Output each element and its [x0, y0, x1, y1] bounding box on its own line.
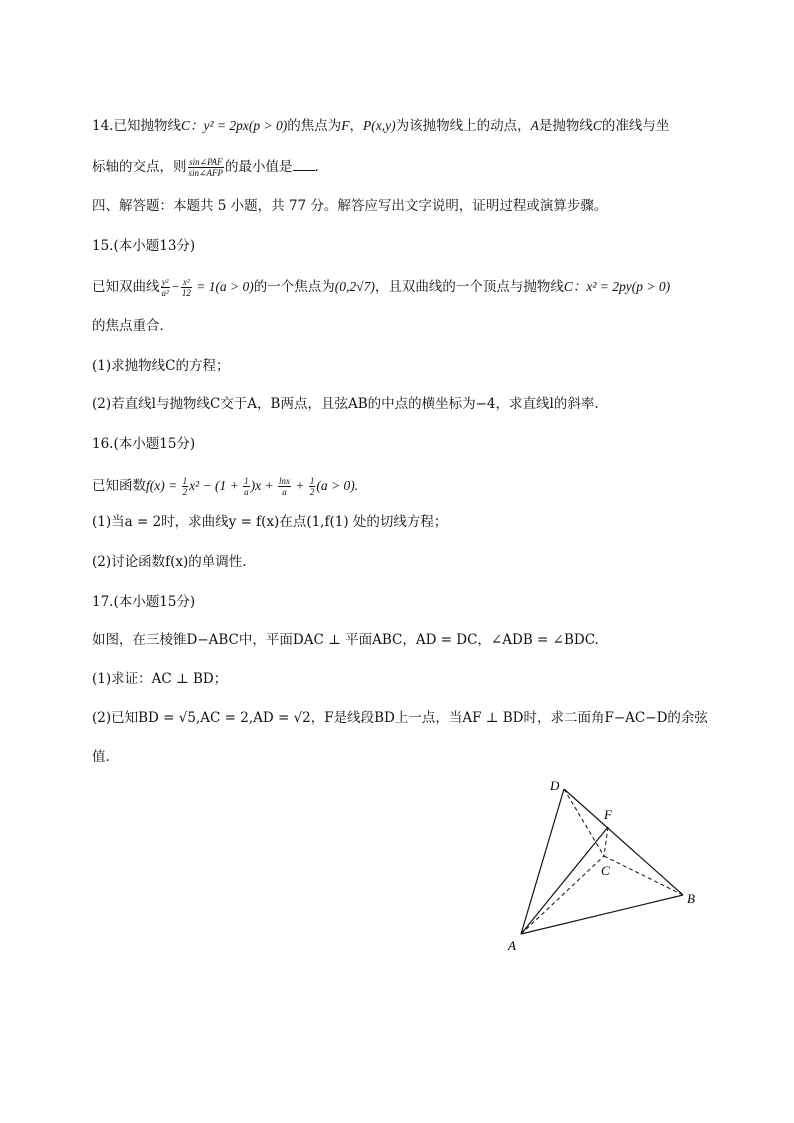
q16-frac-den: 2: [182, 487, 188, 497]
q14-var-C: C: [592, 118, 602, 133]
q17-line1: 如图，在三棱锥D−ABC中，平面DAC ⊥ 平面ABC，AD = DC，∠ADB = ∠BDC.: [92, 632, 599, 648]
q14-text: 为该抛物线上的动点，: [395, 118, 531, 134]
q16-frac-half-2: [309, 476, 316, 497]
q16-frac-ln: [278, 476, 291, 497]
edge-AB: [521, 895, 683, 934]
q16-frac-inv-a: [243, 476, 250, 497]
q15-frac-den: a²: [161, 288, 169, 298]
q15-part1: (1)求抛物线C的方程；: [92, 358, 230, 374]
section-heading: 四、解答题：本题共 5 小题，共 77 分。解答应写出文字说明，证明过程或演算步骤。: [92, 198, 608, 214]
q16-term: +: [291, 478, 308, 493]
q16-frac-half: [182, 476, 189, 497]
tetrahedron-figure: [500, 770, 710, 960]
q16-part2: (2)讨论函数f(x)的单调性.: [92, 554, 247, 570]
q16-frac-den: 2: [309, 487, 315, 497]
answer-blank: [293, 158, 315, 171]
label-F: F: [604, 807, 612, 822]
q14-var-A: A: [530, 118, 539, 133]
edge-DB: [564, 789, 683, 895]
q14-line1: [92, 117, 669, 135]
q15-part2: (2)若直线l与抛物线C交于A，B两点，且弦AB的中点的横坐标为−4，求直线l的斜率.: [92, 396, 599, 412]
q14-line2: [92, 157, 328, 178]
q16-part1: (1)当a = 2时，求曲线y = f(x)在点(1,f(1) 处的切线方程；: [92, 514, 448, 530]
q14-text: ．: [314, 159, 329, 175]
q15-text: 的一个焦点为: [253, 279, 335, 295]
q16-frac-num: lnx: [278, 476, 290, 486]
q14-text: 的最小值是: [225, 159, 293, 175]
q16-line1: [92, 476, 358, 497]
edge-CB-hidden: [604, 856, 683, 895]
q14-text: ，: [349, 118, 363, 134]
q17-part1: (1)求证：AC ⊥ BD；: [92, 671, 228, 687]
q14-text: 是抛物线: [538, 118, 593, 134]
q15-eq: = 1(a > 0): [192, 279, 254, 294]
q16-frac-den: a: [244, 487, 249, 497]
q15-frac-num: y²: [161, 277, 169, 287]
q14-frac-num: sin∠PAF: [189, 157, 223, 167]
q15-frac-den: 12: [181, 288, 191, 298]
q16-frac-num: 1: [182, 476, 188, 486]
q17-header: 17.(本小题15分): [92, 594, 196, 610]
q15-frac-num: x²: [181, 277, 192, 288]
q14-point-P: P(x,y): [362, 118, 396, 133]
q16-frac-num: 1: [244, 476, 249, 486]
q16-frac-den: a: [282, 487, 287, 497]
q14-text: 14.已知抛物线: [92, 118, 181, 134]
q16-fx: f(x) =: [146, 478, 181, 493]
label-C: C: [601, 863, 610, 878]
q15-text: 已知双曲线: [92, 279, 160, 295]
q16-frac-num: 1: [309, 476, 315, 486]
edge-AC-hidden: [521, 856, 604, 934]
q16-term: )x +: [250, 478, 277, 493]
q16-term: (a > 0).: [316, 478, 359, 493]
edge-DC-hidden: [564, 789, 604, 856]
edge-AF: [521, 827, 608, 934]
q16-term: x² − (1 +: [189, 478, 243, 493]
q14-text: 的准线与坐: [601, 118, 670, 134]
label-A: A: [508, 938, 516, 953]
edge-DA: [521, 789, 564, 934]
q14-parabola-eq: C：y² = 2px(p > 0): [180, 118, 288, 133]
q17-part2: (2)已知BD = √5,AC = 2,AD = √2，F是线段BD上一点，当AF ⊥ BD时，求二面角F−AC−D的余弦: [92, 710, 708, 726]
q15-minus: −: [170, 279, 180, 294]
q15-frac-x: [181, 277, 192, 298]
q15-focus-point: (0,2√7): [334, 279, 375, 294]
q15-line2: 的焦点重合．: [92, 318, 173, 334]
q17-part2-cont: 值.: [92, 749, 110, 765]
q15-text: ，且双曲线的一个顶点与抛物线: [374, 279, 564, 295]
q14-var-F: F: [341, 118, 350, 133]
q14-frac-den: sin∠AFP: [188, 168, 224, 178]
q16-text: 已知函数: [92, 478, 146, 494]
q14-text: 标轴的交点，则: [92, 159, 187, 175]
label-B: B: [687, 891, 695, 906]
q15-parabola-eq: C：x² = 2py(p > 0): [563, 279, 671, 294]
q15-line1: [92, 277, 670, 298]
q14-text: 的焦点为: [287, 118, 342, 134]
q16-header: 16.(本小题15分): [92, 436, 196, 452]
q15-frac-y: [161, 277, 170, 298]
q14-fraction: [188, 157, 225, 178]
q15-header: 15.(本小题13分): [92, 238, 196, 254]
label-D: D: [550, 778, 560, 793]
